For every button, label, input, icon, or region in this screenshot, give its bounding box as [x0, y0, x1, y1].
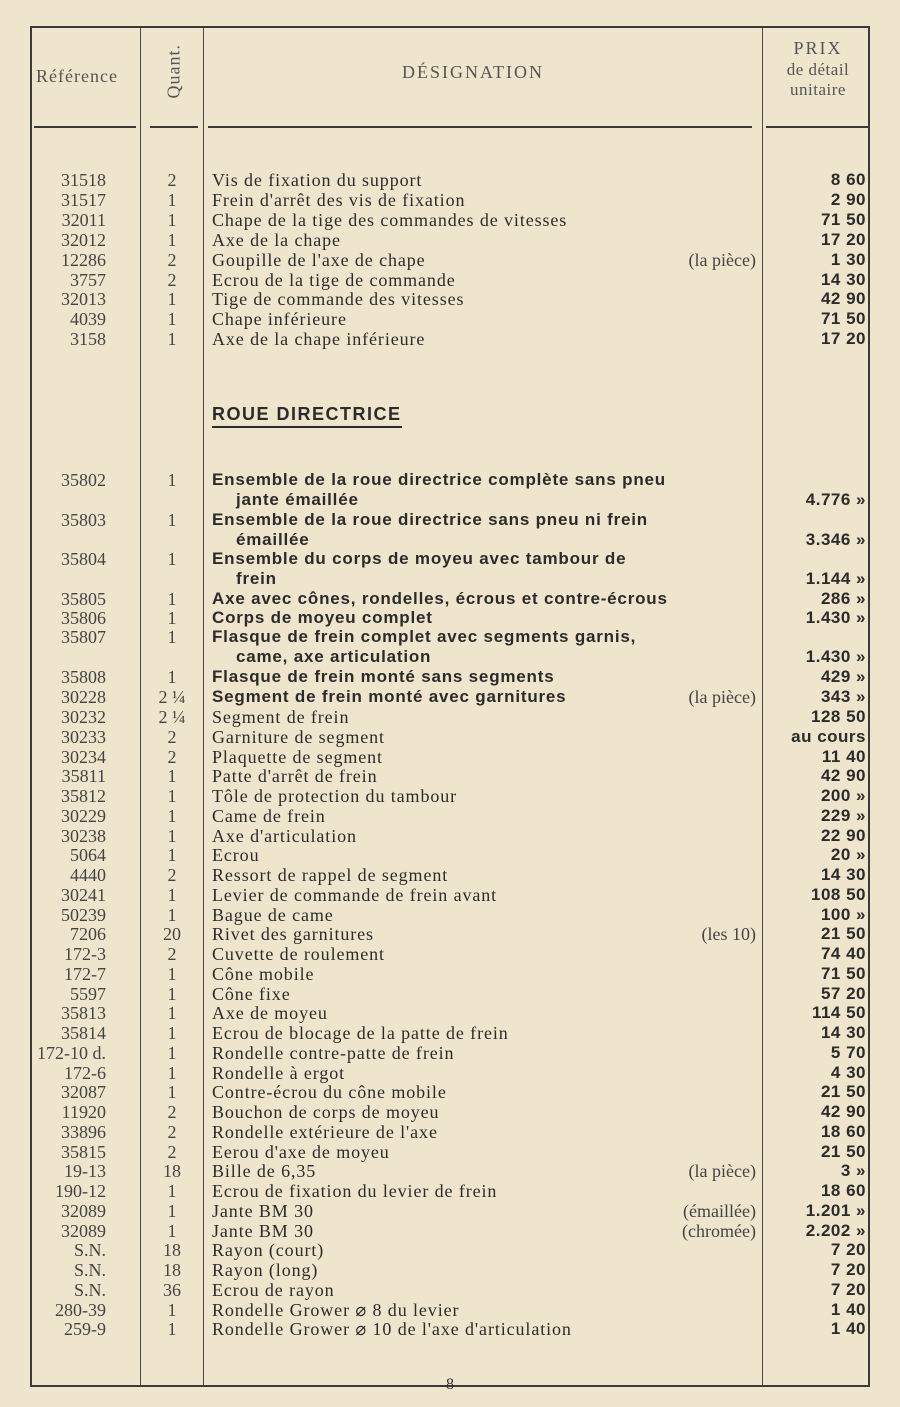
- part-reference: 35803: [61, 510, 106, 530]
- table-row: [0, 1082, 900, 1102]
- part-reference: 32087: [61, 1082, 106, 1103]
- part-designation: Eerou d'axe de moyeu: [212, 1141, 390, 1162]
- table-row: [0, 1003, 900, 1023]
- part-quantity: 1: [167, 983, 177, 1004]
- part-designation: Rondelle extérieure de l'axe: [212, 1121, 438, 1142]
- table-row: [0, 190, 900, 210]
- part-note: (la pièce): [688, 249, 756, 270]
- part-quantity: 1: [167, 309, 177, 330]
- part-quantity: 1: [167, 884, 177, 905]
- part-reference: 259-9: [64, 1319, 106, 1340]
- part-reference: 172-7: [64, 963, 106, 984]
- table-row: [0, 707, 900, 727]
- part-price: 229 »: [820, 805, 866, 825]
- header-rule: [34, 126, 136, 128]
- part-designation: Rondelle à ergot: [212, 1062, 346, 1083]
- part-designation: Tige de commande des vitesses: [212, 289, 465, 310]
- header-rule: [766, 126, 868, 128]
- part-quantity: 2: [167, 249, 177, 270]
- table-row: [0, 905, 900, 925]
- part-price: 18 60: [820, 1121, 866, 1141]
- part-quantity: 1: [167, 1042, 177, 1063]
- table-row: [0, 964, 900, 984]
- part-designation: Rayon (long): [212, 1260, 319, 1280]
- table-row: [0, 549, 900, 588]
- part-reference: 19-13: [64, 1161, 106, 1182]
- part-designation-continued: frein: [236, 569, 277, 588]
- part-reference: 32012: [61, 229, 106, 250]
- part-quantity: 1: [167, 1082, 177, 1103]
- table-row: [0, 1260, 900, 1280]
- part-reference: 280-39: [55, 1299, 106, 1320]
- part-designation: Jante BM 30: [212, 1200, 314, 1221]
- table-row: [0, 250, 900, 270]
- part-reference: 31517: [61, 189, 106, 210]
- table-row: [0, 747, 900, 767]
- part-quantity: 1: [167, 667, 177, 687]
- part-reference: 32089: [61, 1220, 106, 1241]
- part-price: 42 90: [820, 766, 866, 786]
- table-row: [0, 1161, 900, 1181]
- table-row: [0, 865, 900, 885]
- part-note: (la pièce): [688, 1161, 756, 1182]
- part-reference: 30238: [61, 825, 106, 846]
- table-row: [0, 1181, 900, 1201]
- part-quantity: 36: [163, 1279, 181, 1300]
- part-reference: 35811: [61, 766, 106, 787]
- table-row: [0, 1023, 900, 1043]
- part-designation: Plaquette de segment: [212, 746, 383, 767]
- part-price: 21 50: [820, 924, 866, 944]
- part-quantity: 2: [167, 1121, 177, 1142]
- part-reference: 32089: [61, 1200, 106, 1221]
- part-price: 286 »: [820, 589, 866, 608]
- part-quantity: 18: [163, 1161, 181, 1182]
- table-row: [0, 1063, 900, 1083]
- part-reference: 30233: [61, 726, 106, 747]
- part-designation: Came de frein: [212, 805, 326, 826]
- table-row: [0, 1221, 900, 1241]
- part-designation: Rondelle Grower ⌀ 8 du levier: [212, 1299, 460, 1320]
- part-quantity: 1: [167, 470, 177, 490]
- part-designation: Ensemble du corps de moyeu avec tambour de: [212, 549, 627, 568]
- part-reference: 7206: [70, 924, 106, 945]
- part-price: 114 50: [811, 1003, 866, 1023]
- part-designation: Tôle de protection du tambour: [212, 786, 458, 806]
- table-row: [0, 510, 900, 549]
- part-quantity: 1: [167, 549, 177, 569]
- part-designation: Bille de 6,35: [212, 1161, 317, 1182]
- table-row: [0, 1142, 900, 1162]
- part-designation-continued: jante émaillée: [236, 490, 359, 509]
- part-price: 4 30: [830, 1062, 866, 1082]
- header-price-line-3: unitaire: [790, 80, 846, 99]
- part-price: 108 50: [811, 884, 866, 904]
- part-designation: Cône fixe: [212, 983, 291, 1004]
- table-row: [0, 766, 900, 786]
- part-reference: 190-12: [55, 1181, 106, 1201]
- part-price: 14 30: [820, 865, 866, 884]
- part-quantity: 1: [167, 1200, 177, 1221]
- part-designation: Axe de la chape: [212, 229, 341, 250]
- part-quantity: 1: [167, 766, 177, 787]
- part-designation: Axe avec cônes, rondelles, écrous et contre-écrous: [212, 589, 668, 608]
- part-quantity: 2: [167, 269, 177, 290]
- part-quantity: 2: [167, 746, 177, 767]
- part-quantity: 2: [167, 726, 177, 747]
- part-designation: Patte d'arrêt de frein: [212, 766, 378, 787]
- part-reference: 33896: [61, 1121, 106, 1142]
- part-quantity: 1: [167, 209, 177, 230]
- part-designation-continued: émaillée: [236, 530, 310, 549]
- part-price: 5 70: [830, 1042, 866, 1062]
- header-price-line-1: PRIX: [793, 38, 843, 58]
- part-quantity: 1: [167, 1299, 177, 1320]
- table-row: [0, 230, 900, 250]
- part-price: 2 90: [830, 189, 866, 209]
- part-designation: Contre-écrou du cône mobile: [212, 1082, 447, 1103]
- part-price: au cours: [791, 726, 866, 746]
- part-price: 200 »: [820, 786, 866, 805]
- part-designation: Axe d'articulation: [212, 825, 357, 846]
- part-reference: 32011: [61, 209, 106, 230]
- part-note: (émaillée): [683, 1200, 756, 1221]
- part-designation: Segment de frein: [212, 707, 350, 727]
- part-reference: 12286: [61, 249, 106, 270]
- part-price: 1 30: [830, 249, 866, 269]
- header-rule: [208, 126, 752, 128]
- part-designation: Ecrou de rayon: [212, 1279, 335, 1300]
- table-row: [0, 806, 900, 826]
- table-row: [0, 329, 900, 349]
- part-designation: Ecrou de la tige de commande: [212, 269, 456, 290]
- part-price: 7 20: [830, 1240, 866, 1260]
- part-price: 18 60: [820, 1181, 866, 1200]
- part-price: 1.430 »: [805, 647, 866, 666]
- part-designation: Bouchon de corps de moyeu: [212, 1102, 440, 1122]
- part-quantity: 2: [167, 1141, 177, 1162]
- part-price: 1.430 »: [805, 608, 866, 627]
- part-price: 3.346 »: [805, 530, 866, 549]
- part-quantity: 1: [167, 805, 177, 826]
- part-quantity: 1: [167, 825, 177, 846]
- part-note: (la pièce): [688, 687, 756, 707]
- part-reference: 30228: [61, 687, 106, 707]
- part-reference: 4440: [70, 865, 106, 885]
- part-price: 21 50: [820, 1141, 866, 1161]
- part-designation: Rondelle Grower ⌀ 10 de l'axe d'articulation: [212, 1319, 572, 1340]
- part-price: 2.202 »: [805, 1220, 866, 1240]
- part-quantity: 1: [167, 289, 177, 310]
- part-price: 42 90: [820, 1102, 866, 1121]
- table-row: [0, 1240, 900, 1260]
- part-designation: Ecrou: [212, 845, 260, 866]
- part-quantity: 2: [167, 944, 177, 964]
- part-designation: Ressort de rappel de segment: [212, 865, 449, 885]
- table-row: [0, 1319, 900, 1339]
- part-price: 3 »: [840, 1161, 866, 1181]
- part-note: (chromée): [682, 1220, 756, 1241]
- part-price: 1 40: [830, 1319, 866, 1339]
- part-reference: 172-3: [64, 944, 106, 964]
- part-price: 7 20: [830, 1260, 866, 1279]
- part-quantity: 1: [167, 1062, 177, 1083]
- part-price: 71 50: [820, 309, 866, 329]
- part-quantity: 1: [167, 786, 177, 806]
- part-quantity: 20: [163, 924, 181, 945]
- part-designation: Ecrou de fixation du levier de frein: [212, 1181, 498, 1201]
- part-price: 17 20: [820, 229, 866, 249]
- table-row: [0, 1280, 900, 1300]
- page-number: 8: [446, 1376, 454, 1393]
- part-designation-continued: came, axe articulation: [236, 647, 432, 666]
- table-row: [0, 1201, 900, 1221]
- part-price: 1.201 »: [805, 1200, 866, 1220]
- part-reference: 35804: [61, 549, 106, 569]
- part-designation: Axe de moyeu: [212, 1003, 328, 1024]
- part-price: 11 40: [821, 746, 866, 766]
- part-price: 429 »: [820, 667, 866, 686]
- part-designation: Chape de la tige des commandes de vitesses: [212, 209, 568, 230]
- part-price: 7 20: [830, 1279, 866, 1299]
- part-quantity: 2: [167, 865, 177, 885]
- part-quantity: 1: [167, 904, 177, 925]
- part-reference: S.N.: [73, 1240, 106, 1261]
- table-row: [0, 589, 900, 609]
- part-reference: 172-10 d.: [37, 1042, 106, 1063]
- part-reference: 35807: [61, 627, 106, 647]
- part-price: 42 90: [820, 289, 866, 309]
- table-row: [0, 470, 900, 509]
- part-quantity: 1: [167, 608, 177, 628]
- part-designation: Bague de came: [212, 904, 334, 925]
- part-designation: Cuvette de roulement: [212, 944, 385, 964]
- part-quantity: 2: [167, 170, 177, 190]
- part-reference: 4039: [70, 309, 106, 330]
- part-quantity: 1: [167, 845, 177, 866]
- part-reference: 5597: [70, 983, 106, 1004]
- part-quantity: 2: [167, 1102, 177, 1122]
- part-designation: Rivet des garnitures: [212, 924, 374, 945]
- part-reference: 35812: [61, 786, 106, 806]
- part-price: 57 20: [820, 983, 866, 1003]
- part-reference: 35808: [61, 667, 106, 687]
- table-row: [0, 1300, 900, 1320]
- section-title: ROUE DIRECTRICE: [212, 404, 402, 428]
- part-price: 71 50: [820, 963, 866, 983]
- part-price: 8 60: [830, 170, 866, 189]
- part-price: 74 40: [820, 944, 866, 963]
- part-quantity: 1: [167, 329, 177, 350]
- part-reference: S.N.: [73, 1260, 106, 1280]
- part-designation: Frein d'arrêt des vis de fixation: [212, 189, 466, 210]
- part-price: 343 »: [820, 687, 866, 706]
- part-designation: Vis de fixation du support: [212, 170, 423, 190]
- part-designation: Chape inférieure: [212, 309, 347, 330]
- part-note: (les 10): [701, 924, 756, 945]
- part-price: 100 »: [820, 904, 866, 924]
- part-reference: 172-6: [64, 1062, 106, 1083]
- table-row: [0, 1102, 900, 1122]
- part-quantity: 18: [163, 1260, 181, 1280]
- part-reference: 30241: [61, 884, 106, 905]
- table-row: [0, 727, 900, 747]
- part-designation: Cône mobile: [212, 963, 315, 984]
- part-quantity: 18: [163, 1240, 181, 1261]
- part-quantity: 1: [167, 963, 177, 984]
- part-designation: Flasque de frein complet avec segments garnis,: [212, 627, 637, 646]
- part-designation: Ensemble de la roue directrice complète sans pneu: [212, 470, 666, 489]
- part-designation: Rondelle contre-patte de frein: [212, 1042, 455, 1063]
- part-designation: Garniture de segment: [212, 726, 385, 747]
- table-row: [0, 667, 900, 687]
- part-reference: 3158: [70, 329, 106, 350]
- part-reference: 30232: [61, 707, 106, 727]
- table-row: [0, 944, 900, 964]
- part-reference: 30229: [61, 805, 106, 826]
- table-row: [0, 1122, 900, 1142]
- part-quantity: 1: [167, 229, 177, 250]
- table-row: [0, 924, 900, 944]
- part-price: 14 30: [820, 269, 866, 289]
- part-reference: 35815: [61, 1141, 106, 1162]
- table-row: [0, 885, 900, 905]
- part-reference: 32013: [61, 289, 106, 310]
- part-price: 20 »: [830, 845, 866, 865]
- part-reference: 35802: [61, 470, 106, 490]
- part-price: 14 30: [820, 1023, 866, 1042]
- table-row: [0, 608, 900, 628]
- part-price: 4.776 »: [805, 490, 866, 509]
- header-price-line-2: de détail: [786, 60, 850, 79]
- part-price: 21 50: [820, 1082, 866, 1102]
- part-designation: Ensemble de la roue directrice sans pneu ni frein: [212, 510, 648, 529]
- part-reference: 50239: [61, 904, 106, 925]
- part-designation: Segment de frein monté avec garnitures: [212, 687, 567, 706]
- table-row: [0, 845, 900, 865]
- part-quantity: 1: [167, 510, 177, 530]
- header-designation: DÉSIGNATION: [402, 62, 544, 82]
- header-reference: Référence: [36, 66, 118, 86]
- part-designation: Flasque de frein monté sans segments: [212, 667, 555, 686]
- part-quantity: 1: [167, 189, 177, 210]
- part-reference: 35805: [61, 589, 106, 609]
- part-quantity: 1: [167, 1003, 177, 1024]
- table-row: [0, 1043, 900, 1063]
- part-reference: 35806: [61, 608, 106, 628]
- table-row: [0, 984, 900, 1004]
- part-designation: Axe de la chape inférieure: [212, 329, 426, 350]
- part-designation: Levier de commande de frein avant: [212, 884, 498, 905]
- part-price: 1.144 »: [805, 569, 866, 588]
- part-reference: 3757: [70, 269, 106, 290]
- part-designation: Rayon (court): [212, 1240, 325, 1261]
- table-row: [0, 627, 900, 666]
- part-price: 1 40: [830, 1299, 866, 1319]
- table-row: [0, 170, 900, 190]
- part-quantity: 1: [167, 1181, 177, 1201]
- part-quantity: 1: [167, 1220, 177, 1241]
- table-row: [0, 309, 900, 329]
- table-row: [0, 210, 900, 230]
- part-reference: 30234: [61, 746, 106, 767]
- part-price: 71 50: [820, 209, 866, 229]
- part-reference: S.N.: [73, 1279, 106, 1300]
- part-quantity: 2 ¼: [158, 707, 186, 727]
- part-reference: 11920: [61, 1102, 106, 1122]
- part-reference: 31518: [61, 170, 106, 190]
- part-quantity: 1: [167, 1319, 177, 1340]
- part-quantity: 2 ¼: [158, 687, 186, 707]
- part-quantity: 1: [167, 589, 177, 609]
- part-designation: Jante BM 30: [212, 1220, 314, 1241]
- part-designation: Ecrou de blocage de la patte de frein: [212, 1023, 509, 1043]
- part-reference: 35813: [61, 1003, 106, 1024]
- header-quantity: Quant.: [163, 44, 184, 99]
- part-price: 22 90: [820, 825, 866, 845]
- part-designation: Corps de moyeu complet: [212, 608, 433, 627]
- part-quantity: 1: [167, 1023, 177, 1043]
- part-designation: Goupille de l'axe de chape: [212, 249, 426, 270]
- table-row: [0, 289, 900, 309]
- table-row: [0, 687, 900, 707]
- table-row: [0, 786, 900, 806]
- part-reference: 35814: [61, 1023, 106, 1043]
- header-rule: [150, 126, 198, 128]
- table-row: [0, 826, 900, 846]
- part-price: 17 20: [820, 329, 866, 349]
- part-reference: 5064: [70, 845, 106, 866]
- table-row: [0, 270, 900, 290]
- part-quantity: 1: [167, 627, 177, 647]
- part-price: 128 50: [811, 707, 866, 726]
